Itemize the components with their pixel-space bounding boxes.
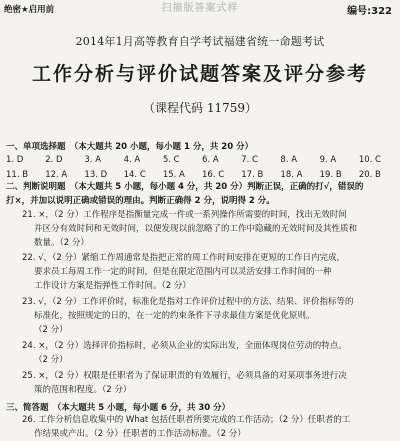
judgment-item-23 [22, 295, 354, 338]
judgment-item-25 [22, 369, 347, 397]
item-line: 工作设计方案是指弹性工作时间。（2 分） [34, 281, 191, 292]
answer-item: 4. A [123, 155, 141, 165]
item-line: 策的范围和程度。（2 分） [34, 385, 132, 396]
item-line: 21. ×，（2 分）工作程序是指衡量完成一件或一系列操作所需要的时间，找出无效时间 [22, 210, 347, 220]
doc-number: 编号:322 [347, 6, 392, 17]
course-code: （课程代码 11759） [143, 101, 257, 115]
answer-item: 10. C [358, 155, 381, 165]
item-line: 要求员工每周工作一定的时间，但是在限定范围内可以灵活安排工作时间的一种 [34, 267, 332, 278]
exam-title: 2014年1月高等教育自学考试福建省统一命题考试 [75, 35, 325, 48]
item-line: （2 分） [34, 355, 68, 366]
item-line: 标准化，按照规定的日的，在一定的约束条件下寻求最佳方案是优化原则。 [34, 311, 315, 322]
item-line: 25. ×，（2 分）权限是任职者为了保证职责的有效履行，必须具备的对某项事务进行决 [22, 371, 347, 381]
answer-item: 19. B [319, 170, 342, 180]
item-line: 23. √，（2 分）工作评价时，标准化是指对工作评价过程中的方法、结果、评价指标等的 [22, 297, 354, 307]
answer-item: 6. A [202, 155, 219, 165]
item-line: 作结果或产出。（2 分）任职者的工作活动标准。（2 分） [34, 429, 246, 440]
answer-item: 11. B [6, 170, 29, 180]
section2-heading-line: 打×，并加以说明正确或错误的理由。判断正确得 2 分，说明得 2 分。 [6, 196, 275, 207]
answer-item: 18. A [280, 170, 303, 180]
answer-item: 17. B [241, 170, 264, 180]
secret-label: 绝密★启用前 [4, 5, 55, 15]
item-line: 数量。（2 分） [34, 238, 89, 249]
answer-item: 16. C [202, 170, 225, 180]
item-line: 24. ×，（2 分）选择评价指标时，必须从企业的实际出发，全面体现岗位劳动的特点。 [22, 341, 347, 351]
answer-item: 13. D [84, 170, 108, 180]
section3-heading: 三、简答题 （本大题共 5 小题，每小题 6 分，共 30 分） [6, 403, 231, 413]
item-line: 并区分有效时间和无效时间，以便发现以前忽略了的工作中隐藏的无效时间及其性质和 [34, 224, 358, 235]
judgment-item-24 [22, 339, 347, 367]
short-answer-item-26 [22, 413, 350, 441]
answer-item: 9. A [319, 155, 337, 165]
answers-row-2 [6, 170, 398, 180]
answer-item: 1. D [6, 155, 24, 165]
section2-heading [6, 180, 363, 208]
item-line: 22. √，（2 分）紧缩工作周通常是指把正常的周工作时间安排在更短的工作日内完成， [22, 253, 345, 263]
answer-item: 15. A [162, 170, 185, 180]
answer-item: 2. D [45, 155, 63, 165]
answers-row-1 [6, 155, 398, 165]
answer-item: 14. C [123, 170, 146, 180]
judgment-item-22 [22, 251, 345, 294]
answer-item: 20. B [358, 170, 381, 180]
answer-item: 5. C [162, 155, 180, 165]
watermark-text: 扫描版答案式样 [161, 3, 239, 14]
answer-item: 12. A [45, 170, 68, 180]
answer-item: 8. A [280, 155, 298, 165]
page-title: 工作分析与评价试题答案及评分参考 [31, 63, 368, 85]
answer-item: 3. A [84, 155, 102, 165]
item-line: 26. 工作分析信息收集中的 What 包括任职者所要完成的工作活动；（2 分）任职者的工 [22, 415, 351, 425]
answer-item: 7. C [241, 155, 258, 165]
section2-heading-line: 二、判断说明题 （本大题共 5 小题，每小题 4 分，共 20 分）判断正误，正确的打√，错误的 [6, 182, 364, 192]
section1-heading: 一、单项选择题 （本大题共 20 小题，每小题 1 分，共 20 分） [6, 142, 254, 152]
judgment-item-21 [22, 208, 357, 251]
item-line: （2 分） [34, 325, 68, 336]
